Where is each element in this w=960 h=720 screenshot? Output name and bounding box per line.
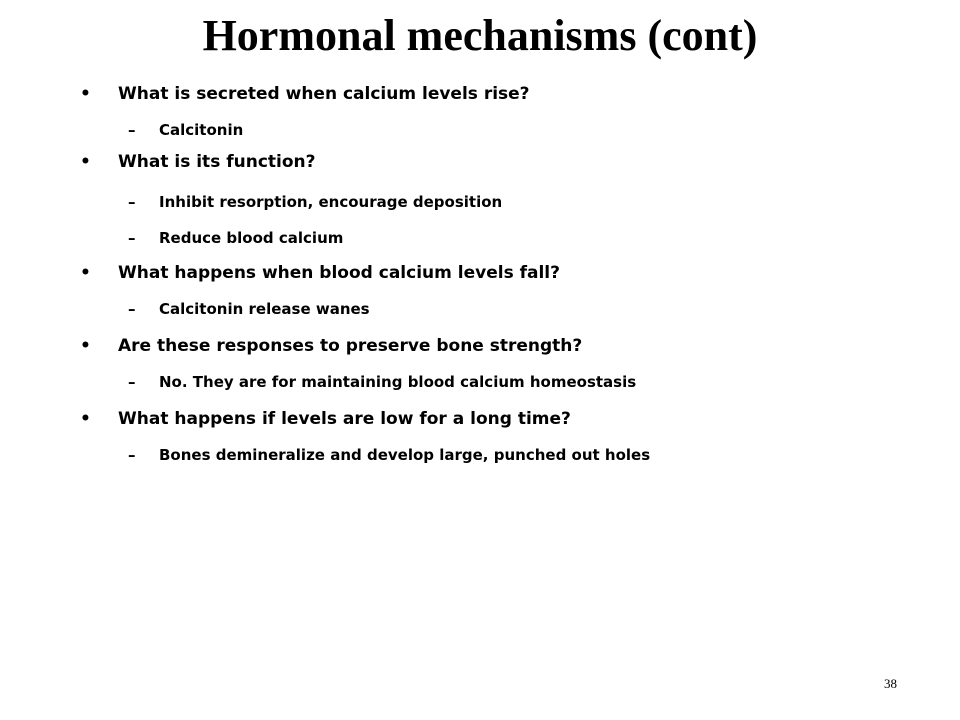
- bullet-text: What is secreted when calcium levels rise?: [118, 84, 530, 104]
- dash-marker: –: [128, 446, 136, 464]
- page-number: 38: [884, 676, 897, 691]
- sub-item-text: Calcitonin release wanes: [159, 300, 370, 318]
- bullet-marker: •: [80, 263, 91, 283]
- sub-item-text: Bones demineralize and develop large, punched out holes: [159, 446, 651, 464]
- sub-item-text: Reduce blood calcium: [159, 229, 344, 247]
- dash-marker: –: [128, 193, 136, 211]
- sub-item-text: No. They are for maintaining blood calcium homeostasis: [159, 373, 637, 391]
- bullet-text: Are these responses to preserve bone strength?: [118, 336, 583, 356]
- dash-marker: –: [128, 373, 136, 391]
- bullet-marker: •: [80, 336, 91, 356]
- dash-marker: –: [128, 229, 136, 247]
- bullet-marker: •: [80, 84, 91, 104]
- dash-marker: –: [128, 121, 136, 139]
- dash-marker: –: [128, 300, 136, 318]
- bullet-text: What happens if levels are low for a long time?: [118, 409, 571, 429]
- bullet-text: What happens when blood calcium levels fall?: [118, 263, 560, 283]
- bullet-text: What is its function?: [118, 152, 316, 172]
- slide-title: Hormonal mechanisms (cont): [202, 11, 758, 60]
- bullet-marker: •: [80, 409, 91, 429]
- sub-item-text: Inhibit resorption, encourage deposition: [159, 193, 503, 211]
- bullet-marker: •: [80, 152, 91, 172]
- sub-item-text: Calcitonin: [159, 121, 244, 139]
